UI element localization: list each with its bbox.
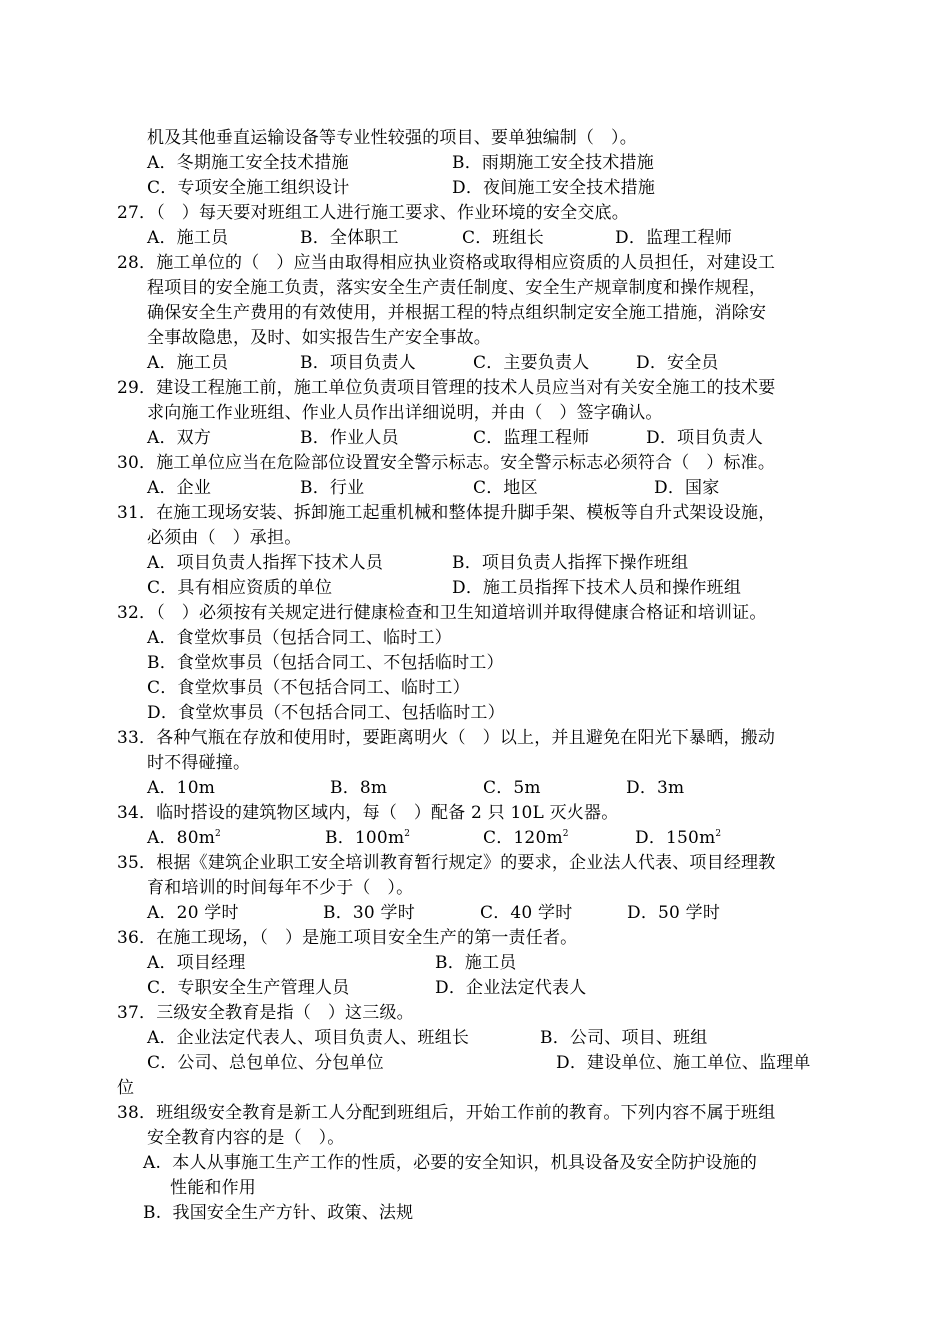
line-text: B．作业人员	[300, 428, 399, 448]
text-line	[117, 803, 618, 823]
superscript: 2	[215, 829, 221, 839]
text-line	[147, 128, 637, 148]
text-line	[462, 228, 544, 248]
line-text: B．施工员	[435, 953, 517, 973]
text-line	[117, 203, 629, 223]
text-line	[117, 728, 775, 748]
line-text: B．公司、项目、班组	[540, 1028, 708, 1048]
text-line	[300, 478, 364, 498]
line-text: 31．在施工现场安装、拆卸施工起重机械和整体提升脚手架、模板等自升式架设设施，	[117, 503, 776, 523]
line-text: D．施工员指挥下技术人员和操作班组	[452, 578, 742, 598]
text-line	[147, 1053, 384, 1073]
line-text: C．班组长	[462, 228, 545, 248]
text-line	[556, 1053, 811, 1073]
text-line	[147, 953, 245, 973]
text-line	[147, 1128, 345, 1148]
line-text: D．安全员	[636, 353, 719, 373]
text-line	[435, 953, 517, 973]
line-text: C．具有相应资质的单位	[147, 578, 333, 598]
text-line	[626, 778, 684, 798]
line-text: B．100m	[325, 828, 405, 848]
text-line	[452, 153, 654, 173]
line-text: C．5m	[483, 778, 541, 798]
line-text: B．雨期施工安全技术措施	[452, 153, 654, 173]
line-text: 35．根据《建筑企业职工安全培训教育暂行规定》的要求，企业法人代表、项目经理教	[117, 853, 776, 873]
line-text: D．150m	[635, 828, 716, 848]
text-line	[323, 903, 415, 923]
text-line	[615, 228, 732, 248]
text-line	[117, 1103, 775, 1123]
text-line	[147, 178, 349, 198]
text-line	[117, 928, 577, 948]
text-line	[147, 978, 349, 998]
line-text: B. 我国安全生产方针、政策、法规	[143, 1203, 414, 1223]
line-text: D．夜间施工安全技术措施	[452, 178, 656, 198]
text-line	[117, 1078, 134, 1098]
line-text: 28．施工单位的（ ）应当由取得相应执业资格或取得相应资质的人员担任，对建设工	[117, 253, 776, 273]
line-text: A．20 学时	[147, 903, 239, 923]
text-line	[117, 453, 775, 473]
line-text: B．8m	[330, 778, 388, 798]
line-text: C．地区	[473, 478, 538, 498]
line-text: 时不得碰撞。	[147, 753, 251, 773]
text-line	[435, 978, 586, 998]
line-text: 位	[117, 1078, 135, 1098]
superscript: 2	[562, 829, 569, 839]
text-line	[330, 778, 387, 798]
line-text: 必须由（ ）承担。	[147, 528, 302, 548]
line-text: 29．建设工程施工前，施工单位负责项目管理的技术人员应当对有关安全施工的技术要	[117, 378, 776, 398]
text-line	[654, 478, 719, 498]
line-text: B．行业	[300, 478, 365, 498]
text-line	[300, 428, 399, 448]
line-text: 育和培训的时间每年不少于（ ）。	[147, 878, 414, 898]
text-line	[452, 178, 655, 198]
text-line	[147, 403, 663, 423]
text-line	[147, 478, 211, 498]
text-line	[147, 753, 250, 773]
text-line	[117, 1003, 414, 1023]
line-text: A．施工员	[147, 353, 229, 373]
line-text: A．双方	[147, 428, 212, 448]
text-line	[635, 828, 721, 848]
text-line	[147, 528, 301, 548]
text-line	[147, 628, 452, 648]
text-line	[483, 778, 541, 798]
text-line	[147, 278, 766, 298]
text-line	[147, 303, 766, 323]
text-line	[636, 353, 719, 373]
line-text: B．全体职工	[300, 228, 399, 248]
line-text: D．监理工程师	[615, 228, 733, 248]
text-line	[117, 853, 775, 873]
text-line	[147, 703, 505, 723]
text-line	[143, 1153, 757, 1173]
text-line	[147, 828, 221, 848]
text-line	[473, 478, 538, 498]
line-text: A. 本人从事施工生产工作的性质，必要的安全知识，机具设备及安全防护设施的	[143, 1153, 758, 1173]
text-line	[147, 428, 211, 448]
line-text: 全事故隐患，及时、如实报告生产安全事故。	[147, 328, 491, 348]
text-line	[483, 828, 569, 848]
line-text: D．3m	[626, 778, 685, 798]
text-line	[117, 603, 767, 623]
text-line	[452, 578, 741, 598]
line-text: D．50 学时	[627, 903, 721, 923]
line-text: A．施工员	[147, 228, 229, 248]
line-text: A．项目负责人指挥下技术人员	[147, 553, 384, 573]
line-text: B．项目负责人指挥下操作班组	[452, 553, 689, 573]
line-text: B．30 学时	[323, 903, 415, 923]
line-text: 32．（ ）必须按有关规定进行健康检查和卫生知道培训并取得健康合格证和培训证。	[117, 603, 767, 623]
line-text: C．监理工程师	[473, 428, 590, 448]
text-line	[473, 428, 589, 448]
line-text: C．40 学时	[480, 903, 573, 923]
line-text: C．主要负责人	[473, 353, 590, 373]
line-text: B．项目负责人	[300, 353, 416, 373]
line-text: D．食堂炊事员（不包括合同工、包括临时工）	[147, 703, 505, 723]
line-text: D．国家	[654, 478, 720, 498]
text-line	[147, 778, 215, 798]
text-line	[147, 228, 228, 248]
text-line	[117, 253, 775, 273]
text-line	[117, 378, 775, 398]
line-text: D．建设单位、施工单位、监理单	[556, 1053, 811, 1073]
text-line	[147, 1028, 469, 1048]
line-text: C．专职安全生产管理人员	[147, 978, 350, 998]
line-text: C．公司、总包单位、分包单位	[147, 1053, 384, 1073]
text-line	[147, 153, 349, 173]
line-text: 30．施工单位应当在危险部位设置安全警示标志。安全警示标志必须符合（ ）标准。	[117, 453, 776, 473]
text-line	[147, 878, 413, 898]
line-text: 36．在施工现场，（ ）是施工项目安全生产的第一责任者。	[117, 928, 578, 948]
text-line	[480, 903, 572, 923]
line-text: C．120m	[483, 828, 563, 848]
line-text: 求向施工作业班组、作业人员作出详细说明，并由（ ）签字确认。	[147, 403, 663, 423]
text-line	[325, 828, 410, 848]
text-line	[627, 903, 720, 923]
text-line	[300, 228, 399, 248]
line-text: A．企业法定代表人、项目负责人、班组长	[147, 1028, 470, 1048]
text-line	[117, 503, 775, 523]
line-text: C．食堂炊事员（不包括合同工、临时工）	[147, 678, 470, 698]
line-text: 安全教育内容的是（ ）。	[147, 1128, 345, 1148]
superscript: 2	[715, 829, 722, 839]
line-text: 38．班组级安全教育是新工人分配到班组后，开始工作前的教育。下列内容不属于班组	[117, 1103, 776, 1123]
text-line	[646, 428, 763, 448]
text-line	[143, 1203, 413, 1223]
line-text: 性能和作用	[170, 1178, 256, 1198]
text-line	[473, 353, 589, 373]
text-line	[147, 678, 470, 698]
line-text: A．企业	[147, 478, 212, 498]
line-text: D．企业法定代表人	[435, 978, 587, 998]
superscript: 2	[404, 829, 411, 839]
line-text: 程项目的安全施工负责，落实安全生产责任制度、安全生产规章制度和操作规程，	[147, 278, 767, 298]
text-line	[147, 328, 491, 348]
text-line	[147, 578, 332, 598]
line-text: A．冬期施工安全技术措施	[147, 153, 349, 173]
text-line	[540, 1028, 708, 1048]
text-line	[300, 353, 416, 373]
line-text: 37．三级安全教育是指（ ）这三级。	[117, 1003, 414, 1023]
line-text: 33．各种气瓶在存放和使用时，要距离明火（ ）以上，并且避免在阳光下暴晒，搬动	[117, 728, 776, 748]
text-line	[147, 653, 504, 673]
text-line	[147, 353, 228, 373]
line-text: 确保安全生产费用的有效使用，并根据工程的特点组织制定安全施工措施，消除安	[147, 303, 767, 323]
line-text: 机及其他垂直运输设备等专业性较强的项目、要单独编制（ ）。	[147, 128, 637, 148]
line-text: A．食堂炊事员（包括合同工、临时工）	[147, 628, 452, 648]
line-text: B．食堂炊事员（包括合同工、不包括临时工）	[147, 653, 504, 673]
line-text: A．项目经理	[147, 953, 246, 973]
line-text: A．80m	[147, 828, 216, 848]
line-text: 27．（ ）每天要对班组工人进行施工要求、作业环境的安全交底。	[117, 203, 629, 223]
line-text: A．10m	[147, 778, 216, 798]
text-line	[147, 903, 239, 923]
text-line	[147, 553, 383, 573]
text-line	[170, 1178, 256, 1198]
line-text: D．项目负责人	[646, 428, 764, 448]
line-text: C．专项安全施工组织设计	[147, 178, 350, 198]
line-text: 34．临时搭设的建筑物区域内，每（ ）配备 2 只 10L 灭火器。	[117, 803, 619, 823]
text-line	[452, 553, 688, 573]
